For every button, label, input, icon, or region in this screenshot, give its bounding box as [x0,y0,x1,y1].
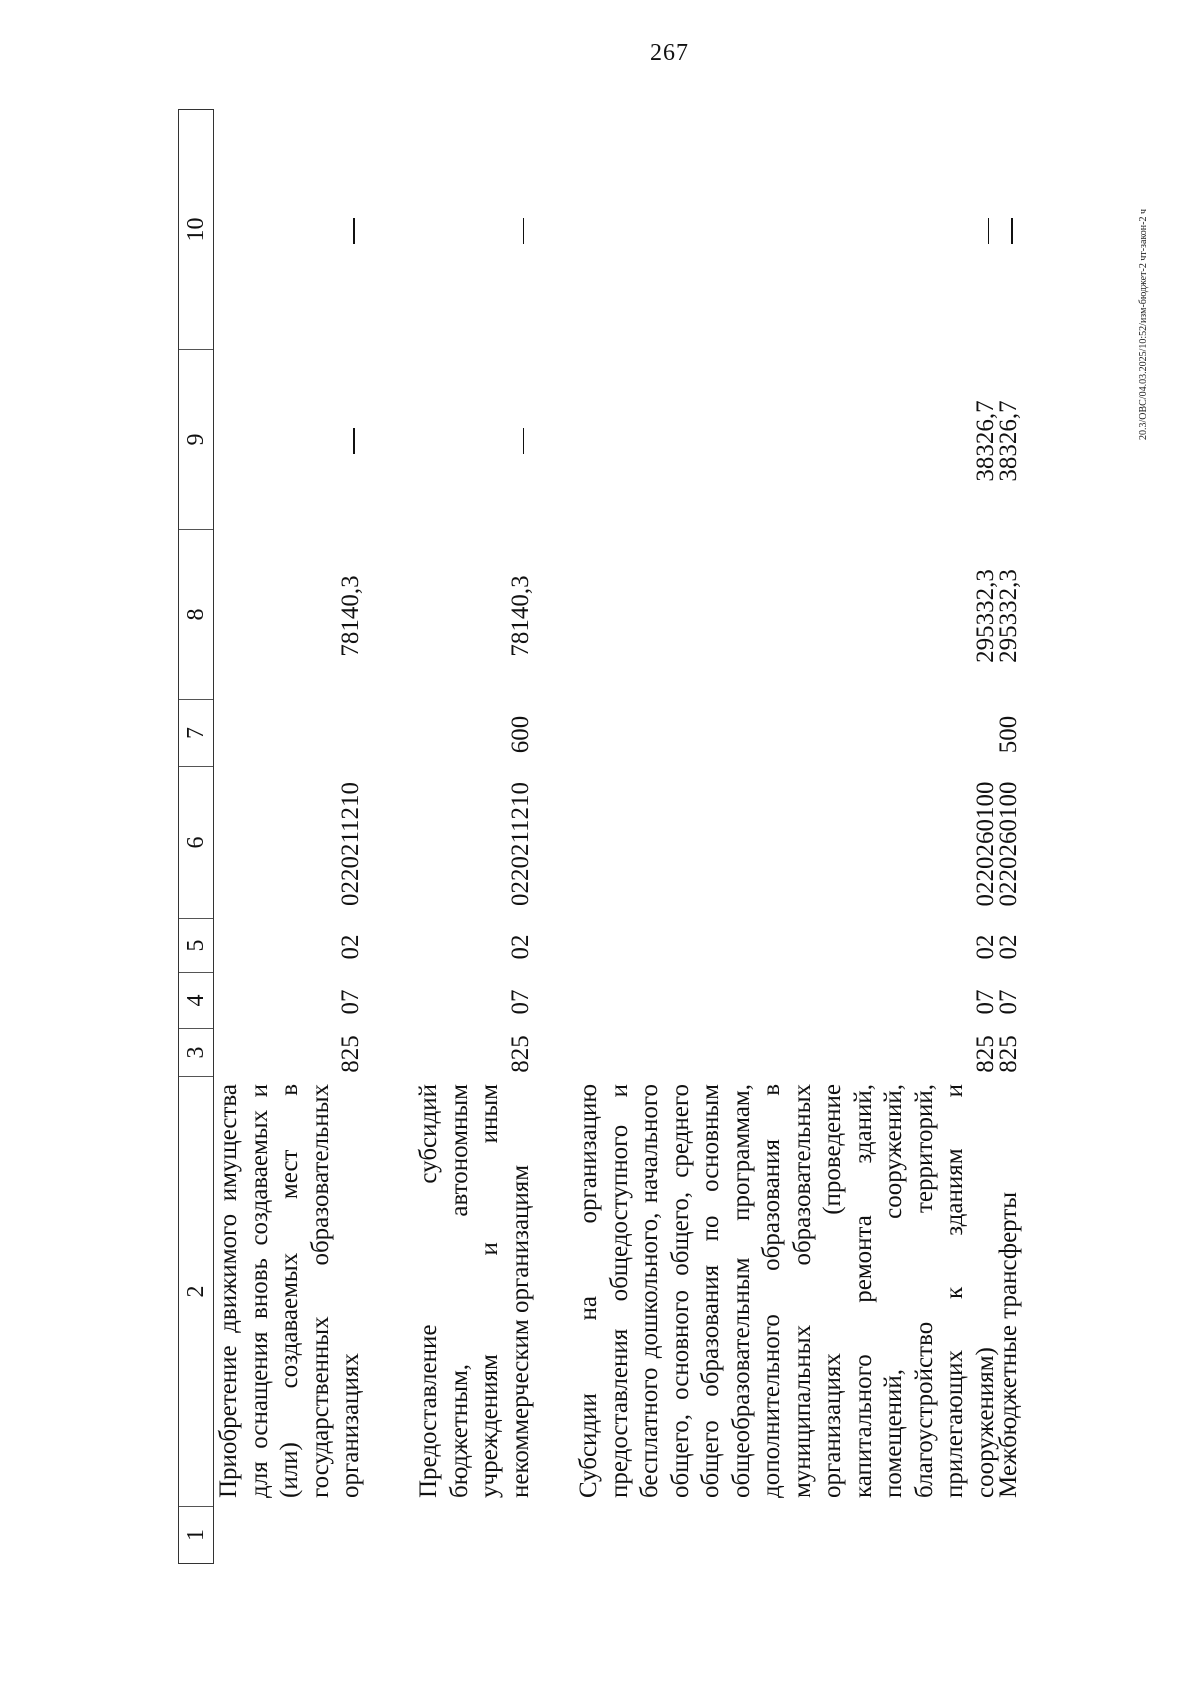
column-header-2: 2 [179,1077,213,1507]
table-header-row [178,109,214,1564]
cell-sum-9 [365,351,367,531]
cell-section: 07 [337,989,364,1015]
cell-sum-8: 78140,3 [506,575,534,657]
cell-admin-code: 825 [337,1035,364,1073]
cell-subsection: 02 [506,934,534,960]
row-name: Субсидии на организацию предоставления общедоступного и бесплатного дошкольного, начального общего, основного общего, среднего общего образования по основным общеобразовательным программам, дополнительного образования в муниципальных образовательных организациях (проведение капитального ремонта зданий, помещений, сооружений, благоустройство территорий, прилегающих к зданиям и сооружениям) [575,1084,999,1498]
table-row [994,109,1025,1564]
cell-sum-9: 38326,7 [995,400,1022,482]
column-header-8: 8 [179,530,213,700]
dash-mark [1011,218,1013,244]
cell-target-article: 0220211210 [506,781,534,907]
cell-sum-9: 38326,7 [971,400,999,482]
cell-section: 07 [995,989,1022,1015]
row-name: Предоставление субсидий бюджетным, автономным учреждениям и иным некоммерческим организациям [415,1084,534,1498]
cell-admin-code: 825 [506,1035,534,1073]
dash-mark [988,218,990,244]
cell-sum-8: 295332,3 [971,569,999,663]
column-header-1: 1 [182,1529,209,1541]
column-header-6: 6 [179,767,213,919]
document-footer-code: 20.3/ОВС/04.03.2025/10:52/изм-бюджет-2 чт-закон-2 ч [1138,208,1149,440]
column-header-3: 3 [179,1029,213,1077]
page-number: 267 [650,40,689,66]
cell-sum-10 [365,111,367,351]
cell-expense-type: 500 [995,715,1022,754]
cell-section: 07 [506,989,534,1015]
column-header-7: 7 [179,700,213,767]
dash-mark [523,428,525,454]
cell-target-article: 0220211210 [337,781,364,907]
column-header-9: 9 [179,350,213,530]
cell-target-article: 0220260100 [995,781,1022,907]
cell-sum-8: 295332,3 [995,569,1022,663]
column-header-5: 5 [179,919,213,973]
cell-section: 07 [971,989,999,1015]
table-row [574,109,1001,1564]
cell-sum-10 [1023,111,1025,351]
table-row [214,109,367,1564]
row-name: Межбюджетные трансферты [995,1191,1022,1498]
column-header-4: 4 [179,973,213,1029]
table-row [414,109,536,1564]
cell-sum-10 [535,111,537,351]
budget-table [178,109,1110,1564]
dash-mark [523,218,525,244]
cell-target-article: 0220260100 [971,781,999,907]
cell-sum-9 [535,351,537,531]
dash-mark [353,428,355,454]
row-name: Приобретение движимого имущества для оснащения вновь создаваемых и (или) создаваемых мест в государственных образовательных организациях [215,1084,364,1498]
cell-expense-type: 600 [506,715,534,754]
cell-subsection: 02 [995,934,1022,960]
cell-subsection: 02 [971,934,999,960]
cell-admin-code: 825 [995,1035,1022,1073]
cell-subsection: 02 [337,934,364,960]
cell-admin-code: 825 [971,1035,999,1073]
cell-sum-8: 78140,3 [337,575,364,657]
column-header-10: 10 [179,110,213,350]
dash-mark [353,218,355,244]
